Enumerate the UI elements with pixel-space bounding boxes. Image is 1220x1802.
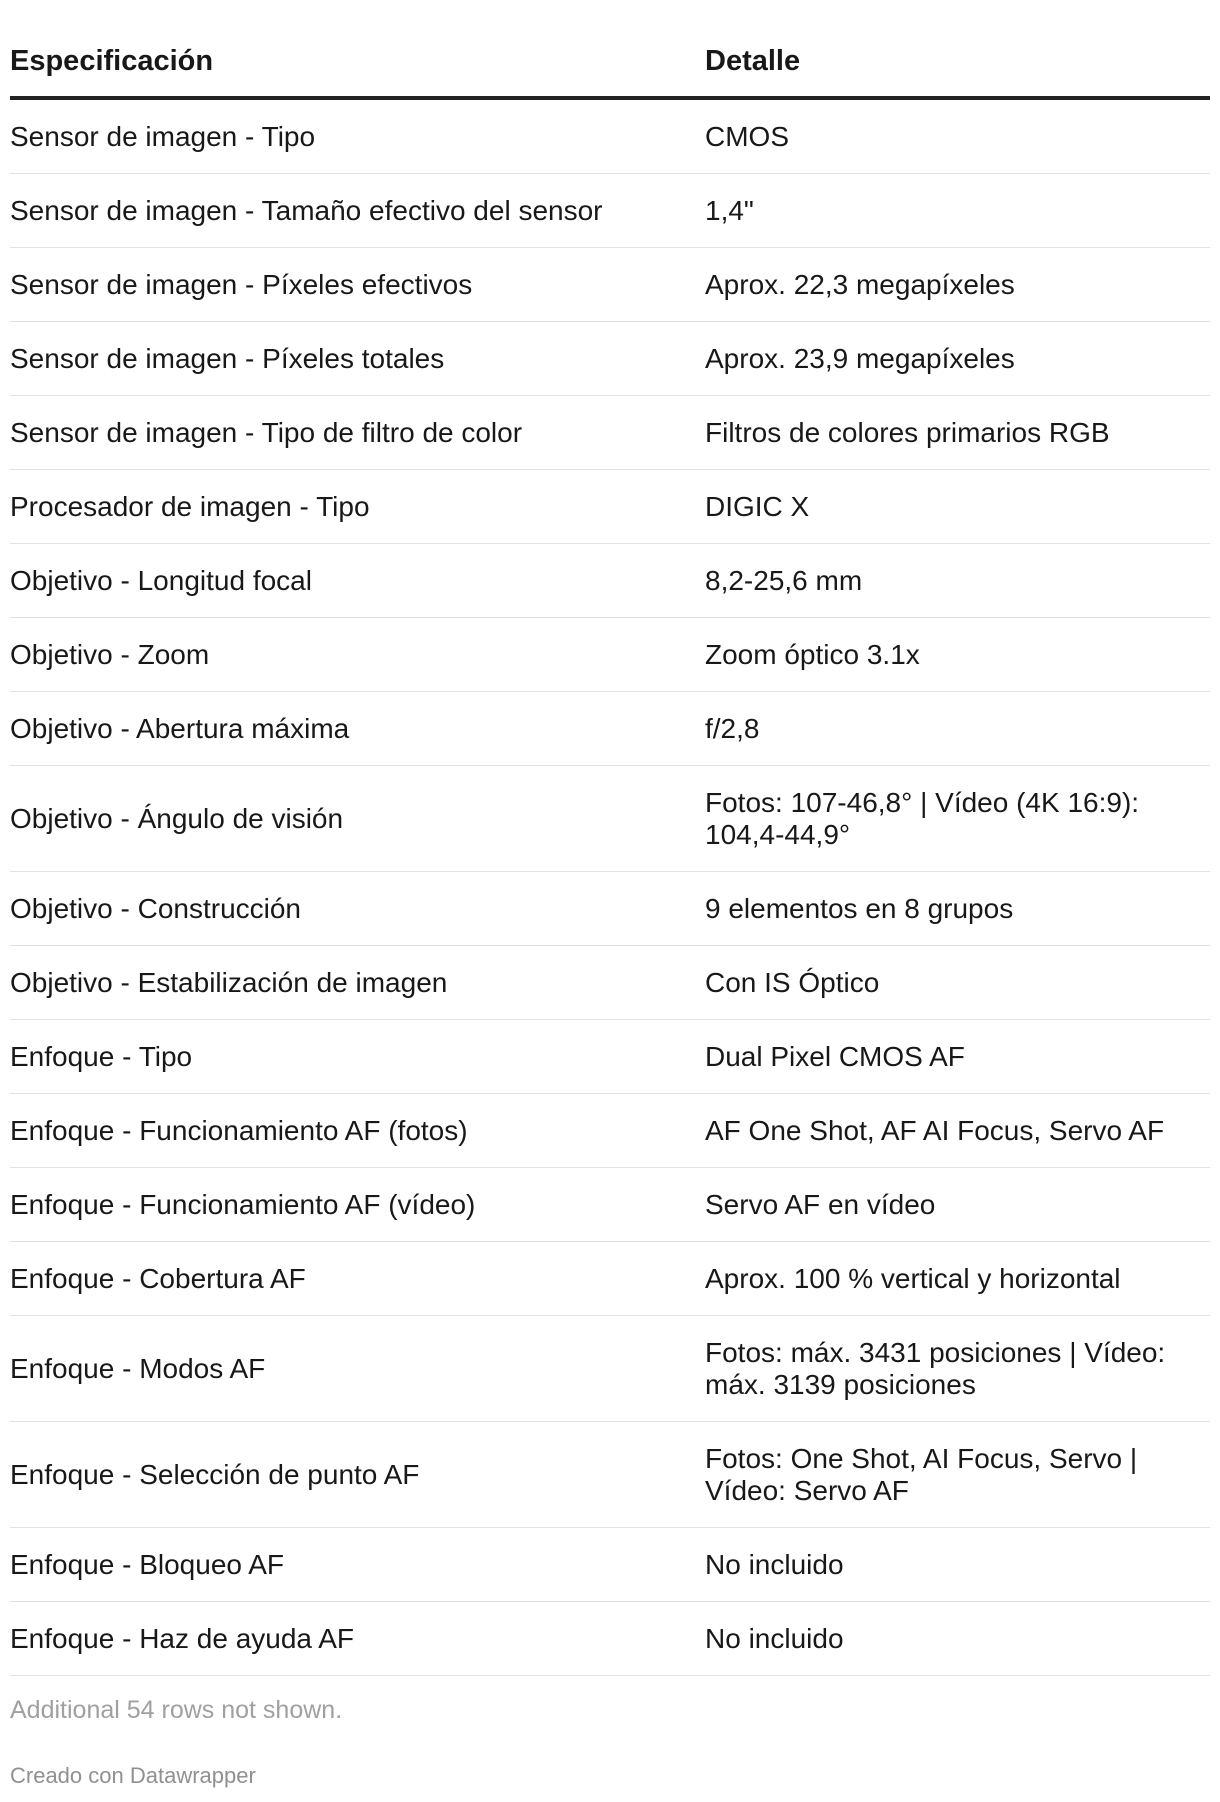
table-row [10,618,1210,692]
spec-value-cell: Fotos: 107-46,8° | Vídeo (4K 16:9): 104,4-44,9° [705,766,1210,872]
table-row [10,1316,1210,1422]
spec-name-cell: Enfoque - Modos AF [10,1316,705,1422]
table-row [10,544,1210,618]
table-header [10,26,1210,98]
spec-value-cell: Fotos: máx. 3431 posiciones | Vídeo: máx. 3139 posiciones [705,1316,1210,1422]
table-row [10,1602,1210,1676]
spec-value-cell: No incluido [705,1528,1210,1602]
spec-name-cell: Enfoque - Tipo [10,1020,705,1094]
spec-value-cell: CMOS [705,98,1210,174]
spec-value-cell: f/2,8 [705,692,1210,766]
table-row [10,872,1210,946]
spec-name-cell: Sensor de imagen - Tipo [10,98,705,174]
spec-name-cell: Objetivo - Construcción [10,872,705,946]
spec-name-cell: Enfoque - Selección de punto AF [10,1422,705,1528]
spec-name-cell: Objetivo - Ángulo de visión [10,766,705,872]
spec-value-cell: Aprox. 100 % vertical y horizontal [705,1242,1210,1316]
spec-name-cell: Sensor de imagen - Tamaño efectivo del sensor [10,174,705,248]
table-row [10,322,1210,396]
spec-value-cell: DIGIC X [705,470,1210,544]
spec-name-cell: Enfoque - Cobertura AF [10,1242,705,1316]
header-row [10,26,1210,98]
table-row [10,1094,1210,1168]
spec-value-cell: Zoom óptico 3.1x [705,618,1210,692]
spec-table [10,26,1210,1676]
datawrapper-credit[interactable]: Creado con Datawrapper [10,1763,256,1788]
table-row [10,248,1210,322]
table-row [10,766,1210,872]
spec-value-cell: No incluido [705,1602,1210,1676]
spec-name-cell: Objetivo - Estabilización de imagen [10,946,705,1020]
column-header-detalle[interactable]: Detalle [705,26,1210,98]
spec-value-cell: Con IS Óptico [705,946,1210,1020]
spec-value-cell: Filtros de colores primarios RGB [705,396,1210,470]
table-row [10,1422,1210,1528]
table-body [10,98,1210,1676]
spec-name-cell: Objetivo - Zoom [10,618,705,692]
table-row [10,1242,1210,1316]
spec-name-cell: Enfoque - Funcionamiento AF (vídeo) [10,1168,705,1242]
spec-name-cell: Sensor de imagen - Tipo de filtro de color [10,396,705,470]
spec-value-cell: 9 elementos en 8 grupos [705,872,1210,946]
table-row [10,470,1210,544]
table-row [10,946,1210,1020]
table-row [10,1528,1210,1602]
spec-name-cell: Procesador de imagen - Tipo [10,470,705,544]
column-header-especificacion[interactable]: Especificación [10,26,705,98]
spec-name-cell: Enfoque - Bloqueo AF [10,1528,705,1602]
table-row [10,692,1210,766]
spec-value-cell: AF One Shot, AF AI Focus, Servo AF [705,1094,1210,1168]
rows-not-shown-note: Additional 54 rows not shown. [10,1696,343,1724]
table-row [10,1020,1210,1094]
spec-name-cell: Sensor de imagen - Píxeles totales [10,322,705,396]
spec-value-cell: Fotos: One Shot, AI Focus, Servo | Vídeo: Servo AF [705,1422,1210,1528]
spec-value-cell: Dual Pixel CMOS AF [705,1020,1210,1094]
spec-value-cell: Servo AF en vídeo [705,1168,1210,1242]
table-row [10,396,1210,470]
spec-name-cell: Objetivo - Longitud focal [10,544,705,618]
table-row [10,98,1210,174]
spec-name-cell: Enfoque - Haz de ayuda AF [10,1602,705,1676]
spec-value-cell: Aprox. 22,3 megapíxeles [705,248,1210,322]
spec-value-cell: 8,2-25,6 mm [705,544,1210,618]
table-row [10,174,1210,248]
spec-value-cell: Aprox. 23,9 megapíxeles [705,322,1210,396]
spec-name-cell: Objetivo - Abertura máxima [10,692,705,766]
spec-value-cell: 1,4" [705,174,1210,248]
spec-name-cell: Sensor de imagen - Píxeles efectivos [10,248,705,322]
spec-name-cell: Enfoque - Funcionamiento AF (fotos) [10,1094,705,1168]
table-row [10,1168,1210,1242]
